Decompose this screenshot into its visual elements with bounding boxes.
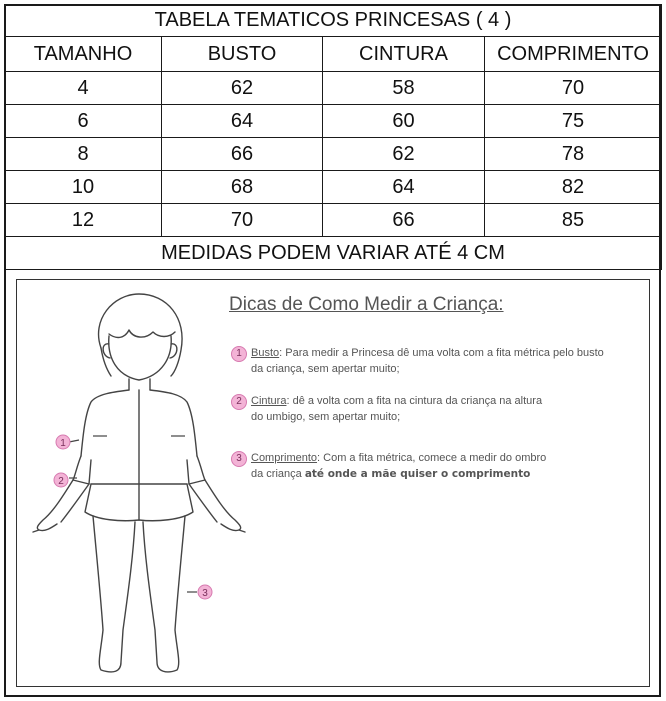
cell-cintura: 58 [323,72,485,105]
tip-length [231,451,546,482]
cell-comprimento: 82 [485,171,662,204]
cell-cintura: 64 [323,171,485,204]
cell-comprimento: 78 [485,138,662,171]
child-figure-illustration [17,280,649,686]
tip-text: : Com a fita métrica, comece a medir do ombro [317,452,547,464]
guide-title: Dicas de Como Medir a Criança: [229,294,504,315]
tip-number: 1 [231,346,247,362]
cell-busto: 68 [162,171,323,204]
waist-marker [54,473,68,487]
cell-comprimento: 75 [485,105,662,138]
cell-tamanho: 12 [5,204,162,237]
cell-cintura: 60 [323,105,485,138]
cell-cintura: 66 [323,204,485,237]
column-header-cintura: CINTURA [323,37,485,72]
measuring-guide [16,279,650,687]
cell-comprimento: 70 [485,72,662,105]
cell-tamanho: 8 [5,138,162,171]
svg-text:3: 3 [202,588,208,599]
length-marker [198,585,212,599]
tip-term: Cintura [251,395,287,407]
tip-text-continued: da criança, sem apertar muito; [251,363,400,375]
tip-text: : Para medir a Princesa dê uma volta com a fita métrica pelo busto [279,347,604,359]
tip-number: 2 [231,394,247,410]
tip-emphasis: até onde a mãe quiser o comprimento [304,468,531,480]
tip-bust [231,346,604,377]
column-header-tamanho: TAMANHO [5,37,162,72]
tip-term: Busto [251,347,280,359]
tip-text-continued: da criança até onde a mãe quiser o comprimento [251,468,531,480]
cell-comprimento: 85 [485,204,662,237]
cell-cintura: 62 [323,138,485,171]
cell-busto: 66 [162,138,323,171]
cell-busto: 64 [162,105,323,138]
cell-tamanho: 4 [5,72,162,105]
svg-text:2: 2 [58,476,64,487]
svg-text:1: 1 [60,438,66,449]
tip-term: Comprimento [251,452,318,464]
tip-text: : dê a volta com a fita na cintura da criança na altura [286,395,543,407]
tip-waist [231,394,542,425]
variation-note: MEDIDAS PODEM VARIAR ATÉ 4 CM [5,237,662,270]
tip-number: 3 [231,451,247,467]
cell-busto: 70 [162,204,323,237]
cell-tamanho: 6 [5,105,162,138]
tip-text-continued: do umbigo, sem apertar muito; [251,411,401,423]
table-title: TABELA TEMATICOS PRINCESAS ( 4 ) [5,5,662,37]
column-header-busto: BUSTO [162,37,323,72]
column-header-comprimento: COMPRIMENTO [485,37,662,72]
bust-marker [56,435,70,449]
cell-tamanho: 10 [5,171,162,204]
cell-busto: 62 [162,72,323,105]
